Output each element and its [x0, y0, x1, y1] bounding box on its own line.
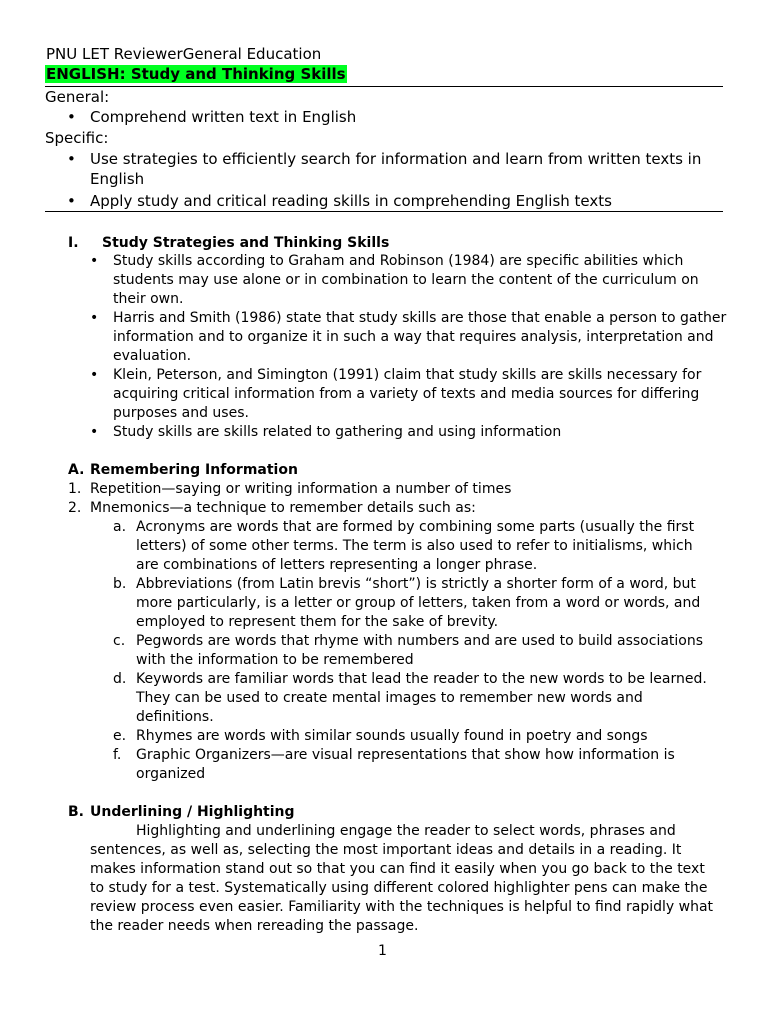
list-item [68, 499, 728, 784]
list-item [113, 670, 709, 727]
bullet-icon: • [90, 310, 99, 326]
list-item-text: Acronyms are words that are formed by combining some parts (usually the first letters) of some other terms. The term is also used to refer to initialisms, which are combinations of letters representing a longer phrase. [136, 519, 695, 573]
item-letter: e. [113, 728, 127, 744]
general-label: General: [45, 88, 110, 106]
item-letter: f. [113, 747, 122, 763]
list-item-text: Klein, Peterson, and Simington (1991) claim that study skills are skills necessary for acquiring critical information from a variety of texts and media sources for differing purposes and uses. [113, 367, 702, 421]
bullet-icon: • [90, 253, 99, 269]
list-item [113, 746, 709, 784]
subsection-label: A. [68, 462, 85, 478]
objectives-divider [45, 211, 723, 212]
header-divider [45, 86, 723, 87]
specific-objective-item: Apply study and critical reading skills in comprehending English texts [90, 192, 612, 210]
bullet-icon: • [67, 108, 76, 126]
list-item-text: Harris and Smith (1986) state that study skills are those that enable a person to gather information and to organize it in such a way that requires analysis, interpretation and evaluation. [113, 310, 727, 364]
list-item-text: Study skills according to Graham and Robinson (1984) are specific abilities which students may use alone or in combination to learn the content of the curriculum on their own. [113, 253, 699, 307]
list-item [113, 518, 709, 575]
bullet-icon: • [67, 192, 76, 210]
list-item-text: Pegwords are words that rhyme with numbers and are used to build associations with the information to be remembered [136, 633, 704, 668]
subsection-label: B. [68, 804, 84, 820]
page-number: 1 [378, 943, 387, 959]
list-item-text: Study skills are skills related to gathering and using information [113, 424, 562, 440]
section-title: Study Strategies and Thinking Skills [102, 235, 390, 251]
item-letter: d. [113, 671, 127, 687]
subsection-title: Remembering Information [90, 462, 298, 478]
list-item-text: Keywords are familiar words that lead the reader to the new words to be learned. They can be used to create mental images to remember new words and definitions. [136, 671, 707, 725]
list-item [68, 480, 728, 499]
specific-label: Specific: [45, 129, 109, 147]
item-number: 2. [68, 500, 82, 516]
specific-objective-item: Use strategies to efficiently search for information and learn from written texts in English [90, 150, 702, 188]
list-item-text: Mnemonics—a technique to remember details such as: [90, 500, 476, 516]
list-item-text: Graphic Organizers—are visual representations that show how information is organized [136, 747, 675, 782]
item-letter: b. [113, 576, 127, 592]
highlighting-paragraph: Highlighting and underlining engage the reader to select words, phrases and sentences, as well as, selecting the most important ideas and details in a reading. It makes information stand out so that you can find it easily when you go back to the text to study for a test. Systematically using different colored highlighter pens can make the review process even easier. Familiarity with the techniques is helpful to find rapidly what the reader needs when rereading the passage. [90, 823, 714, 934]
bullet-icon: • [90, 367, 99, 383]
section-numeral: I. [68, 235, 79, 251]
item-letter: c. [113, 633, 126, 649]
remembering-list [68, 480, 728, 784]
list-item-text: Rhymes are words with similar sounds usually found in poetry and songs [136, 728, 648, 744]
item-letter: a. [113, 519, 127, 535]
bullet-icon: • [90, 424, 99, 440]
list-item [90, 423, 730, 442]
mnemonics-list [113, 518, 709, 784]
document-title: PNU LET ReviewerGeneral Education [46, 45, 322, 63]
list-item [90, 252, 730, 309]
bullet-icon: • [67, 150, 76, 168]
list-item [113, 727, 709, 746]
item-number: 1. [68, 481, 82, 497]
subject-heading-highlighted: ENGLISH: Study and Thinking Skills [46, 65, 346, 83]
general-objective-item: Comprehend written text in English [90, 108, 357, 126]
list-item-text: Repetition—saying or writing information a number of times [90, 481, 512, 497]
list-item [90, 309, 730, 366]
list-item [90, 366, 730, 423]
list-item [113, 632, 709, 670]
list-item [113, 575, 709, 632]
list-item-text: Abbreviations (from Latin brevis “short”) is strictly a shorter form of a word, but more particularly, is a letter or group of letters, taken from a word or words, and employed to represent them for the sake of brevity. [136, 576, 701, 630]
study-skills-list [90, 252, 730, 442]
subsection-title: Underlining / Highlighting [90, 804, 295, 820]
